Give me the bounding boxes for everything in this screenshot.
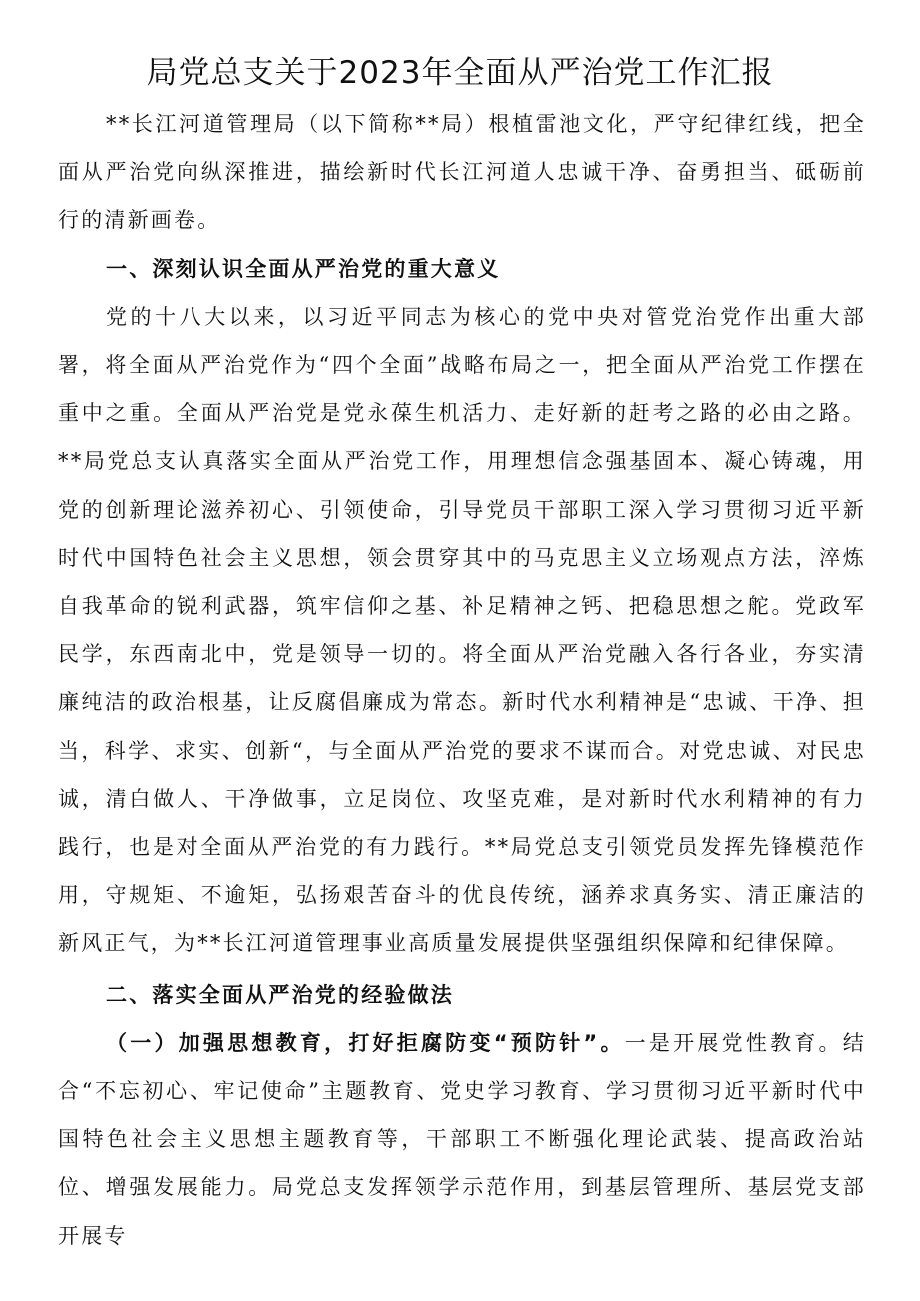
document-title: 局党总支关于2023年全面从严治党工作汇报 [146,55,774,91]
section-2-sub-1-paragraph [58,1019,866,1260]
section-2-sub-1-heading: （一）加强思想教育，打好拒腐防变“预防针”。 [106,1030,625,1055]
section-1-heading: 一、深刻认识全面从严治党的重大意义 [106,256,501,281]
document-body [58,100,866,1260]
section-2-sub-1-text: 一是开展党性教育。结合“不忘初心、牢记使命”主题教育、党史学习教育、学习贯彻习近平新时代中国特色社会主义思想主题教育等，干部职工不断强化理论武装、提高政治站位、增强发展能力。局党总支发挥领学示范作用，到基层管理所、基层党支部开展专 [58,1030,866,1248]
intro-paragraph: **长江河道管理局（以下简称**局）根植雷池文化，严守纪律红线，把全面从严治党向纵深推进，描绘新时代长江河道人忠诚干净、奋勇担当、砥砺前行的清新画卷。 [58,112,866,233]
section-2-heading: 二、落实全面从严治党的经验做法 [106,982,454,1007]
section-1-paragraph: 党的十八大以来，以习近平同志为核心的党中央对管党治党作出重大部署，将全面从严治党作为“四个全面”战略布局之一，把全面从严治党工作摆在重中之重。全面从严治党是党永葆生机活力、走好新的赶考之路的必由之路。**局党总支认真落实全面从严治党工作，用理想信念强基固本、凝心铸魂，用党的创新理论滋养初心、引领使命，引导党员干部职工深入学习贯彻习近平新时代中国特色社会主义思想，领会贯穿其中的马克思主义立场观点方法，淬炼自我革命的锐利武器，筑牢信仰之基、补足精神之钙、把稳思想之舵。党政军民学，东西南北中，党是领导一切的。将全面从严治党融入各行各业，夯实清廉纯洁的政治根基，让反腐倡廉成为常态。新时代水利精神是“忠诚、干净、担当，科学、求实、创新“，与全面从严治党的要求不谋而合。对党忠诚、对民忠诚，清白做人、干净做事，立足岗位、攻坚克难，是对新时代水利精神的有力践行，也是对全面从严治党的有力践行。**局党总支引领党员发挥先锋模范作用，守规矩、不逾矩，弘扬艰苦奋斗的优良传统，涵养求真务实、清正廉洁的新风正气，为**长江河道管理事业高质量发展提供坚强组织保障和纪律保障。 [58,304,866,956]
